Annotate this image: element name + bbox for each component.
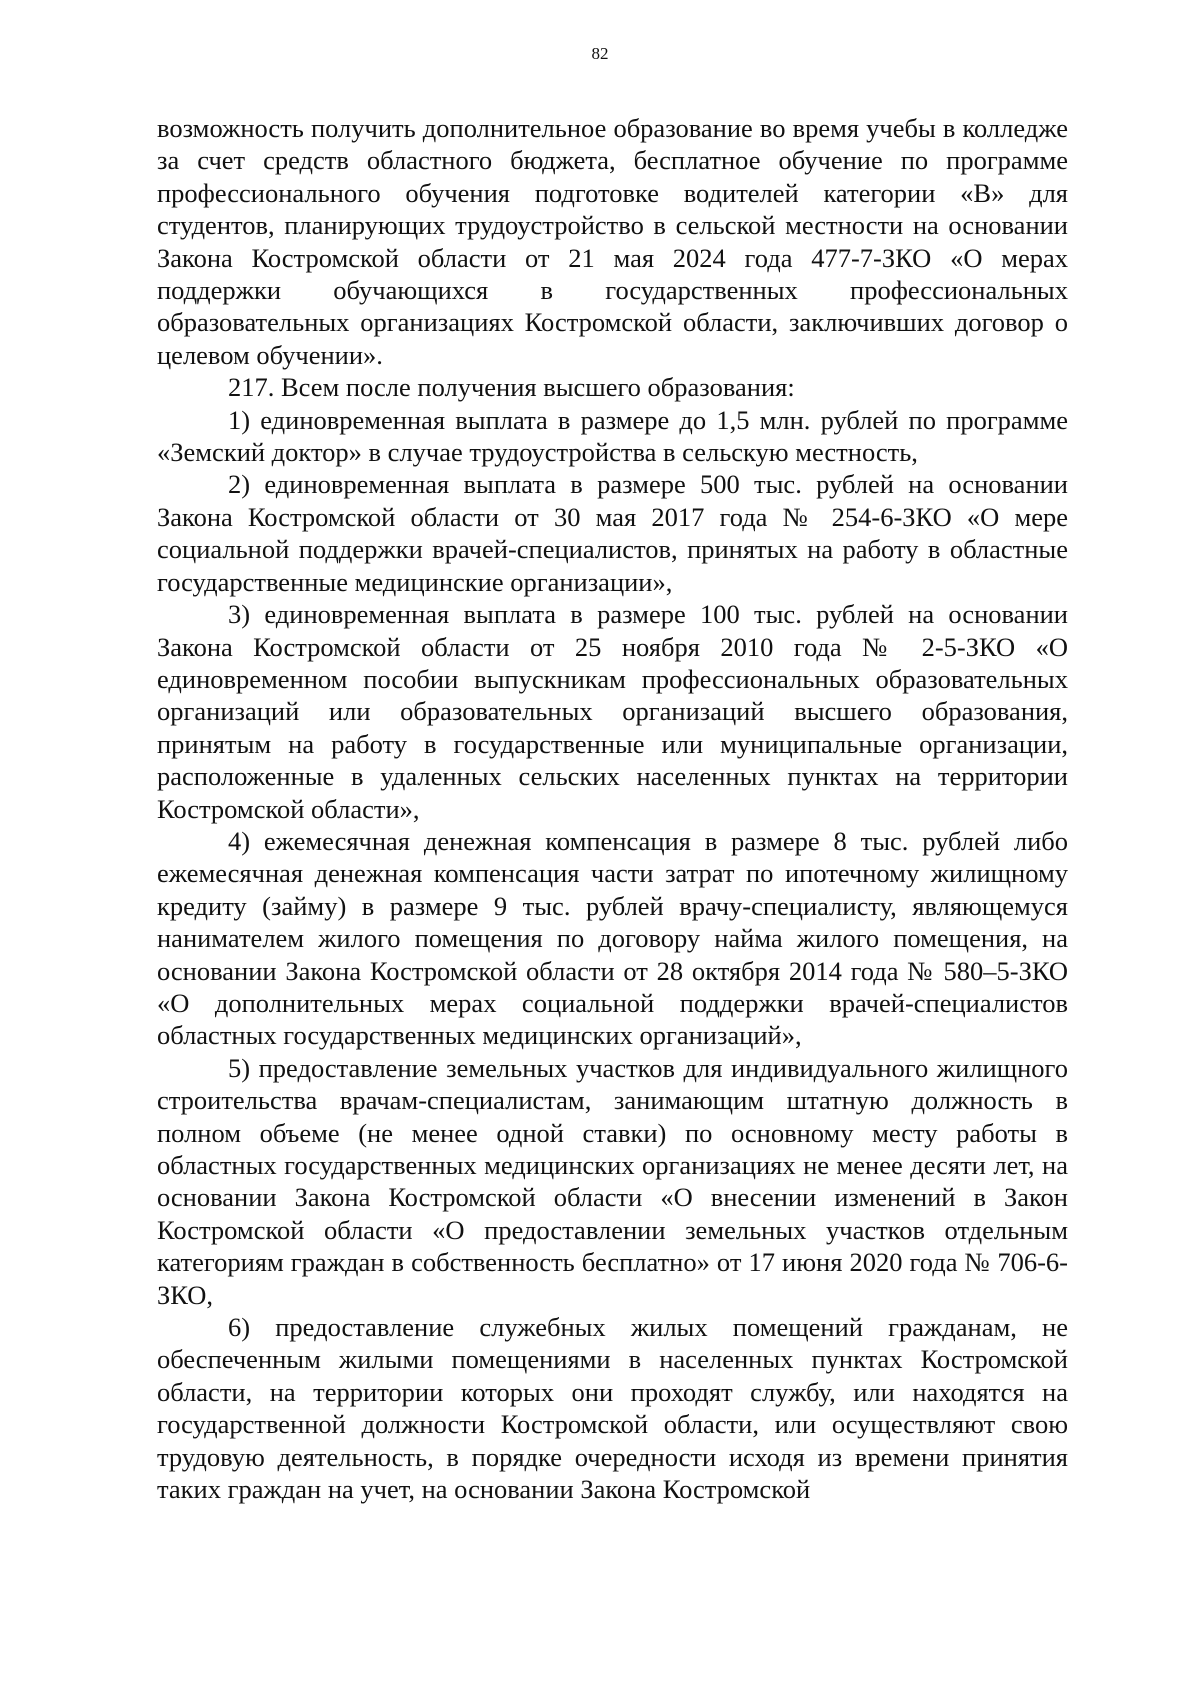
list-item-2: 2) единовременная выплата в размере 500 тыс. рублей на основании Закона Костромской области от 30 мая 2017 года № 254-6-ЗКО «О мере социальной поддержки врачей-специалистов, принятых на работу в областные государственные медицинские организации», xyxy=(157,469,1068,597)
paragraph-continuation: возможность получить дополнительное образование во время учебы в колледже за счет средств областного бюджета, бесплатное обучение по программе профессионального обучения подготовке водителей категории «В» для студентов, планирующих трудоустройство в сельской местности на основании Закона Костромской области от 21 мая 2024 года 477-7-ЗКО «О мерах поддержки обучающихся в государственных профессиональных образовательных организациях Костромской области, заключивших договор о целевом обучении». xyxy=(157,113,1068,370)
list-item-1: 1) единовременная выплата в размере до 1,5 млн. рублей по программе «Земский доктор» в случае трудоустройства в сельскую местность, xyxy=(157,404,1068,468)
list-item-4: 4) ежемесячная денежная компенсация в размере 8 тыс. рублей либо ежемесячная денежная компенсация части затрат по ипотечному жилищному кредиту (займу) в размере 9 тыс. рублей врачу-специалисту, являющемуся нанимателем жилого помещения по договору найма жилого помещения, на основании Закона Костромской области от 28 октября 2014 года № 580–5-ЗКО «О дополнительных мерах социальной поддержки врачей-специалистов областных государственных медицинских организаций», xyxy=(157,825,1068,1051)
paragraph-clause-217: 217. Всем после получения высшего образования: xyxy=(228,372,795,403)
document-body xyxy=(157,112,1068,1505)
list-item-5: 5) предоставление земельных участков для индивидуального жилищного строительства врачам-специалистам, занимающим штатную должность в полном объеме (не менее одной ставки) по основному месту работы в областных государственных медицинских организациях не менее десяти лет, на основании Закона Костромской области «О внесении изменений в Закон Костромской области «О предоставлении земельных участков отдельным категориям граждан в собственность бесплатно» от 17 июня 2020 года № 706-6-ЗКО, xyxy=(157,1052,1068,1310)
page-number: 82 xyxy=(591,44,609,63)
list-item-6: 6) предоставление служебных жилых помещений гражданам, не обеспеченным жилыми помещениями в населенных пунктах Костромской области, на территории которых они проходят службу, или находятся на государственной должности Костромской области, или осуществляют свою трудовую деятельность, в порядке очередности исходя из времени принятия таких граждан на учет, на основании Закона Костромской xyxy=(157,1312,1068,1505)
list-item-3: 3) единовременная выплата в размере 100 тыс. рублей на основании Закона Костромской области от 25 ноября 2010 года № 2-5-ЗКО «О единовременном пособии выпускникам профессиональных образовательных организаций или образовательных организаций высшего образования, принятым на работу в государственные или муниципальные организации, расположенные в удаленных сельских населенных пунктах на территории Костромской области», xyxy=(157,599,1068,824)
